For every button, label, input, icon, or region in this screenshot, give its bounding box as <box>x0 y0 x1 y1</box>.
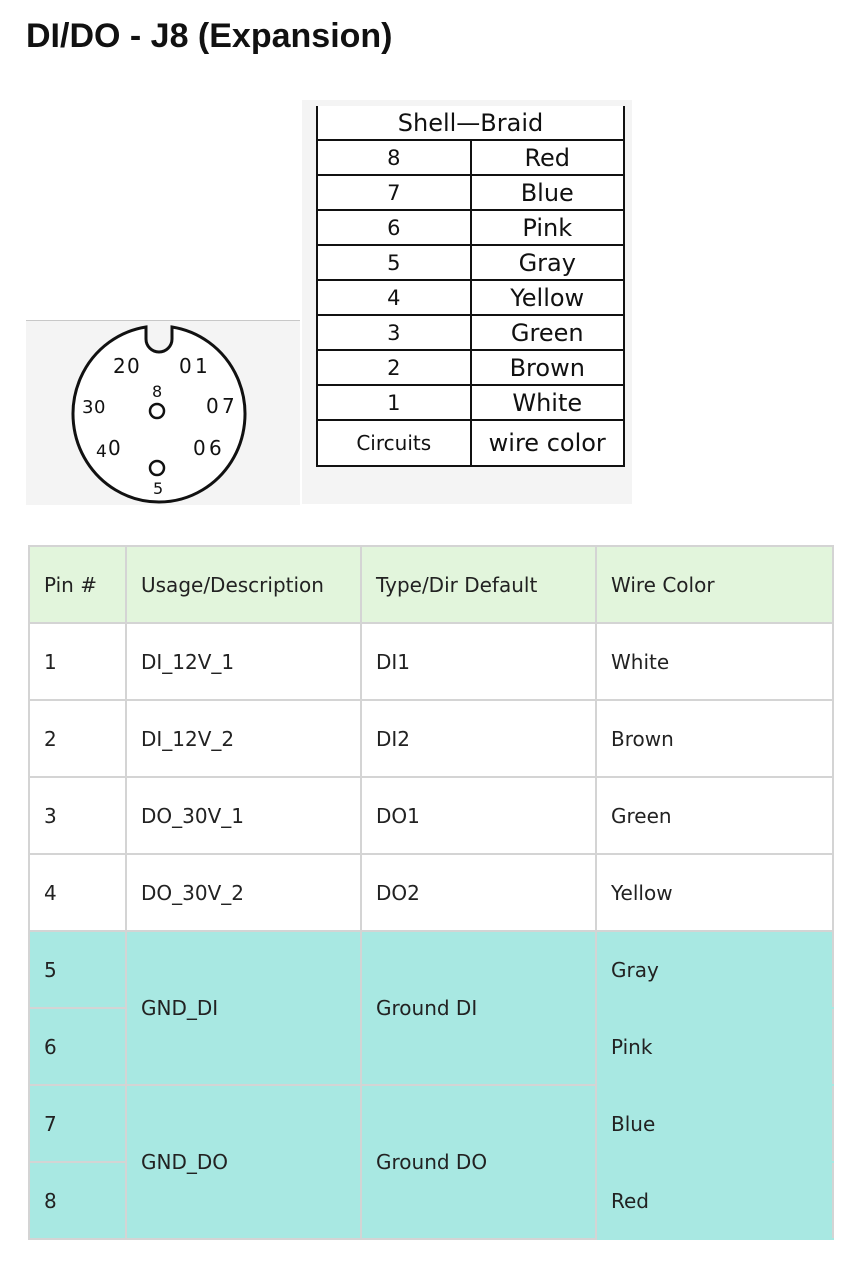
circuit-number: 2 <box>317 350 471 385</box>
pin-label-07: 0 <box>206 394 219 418</box>
page-title: DI/DO - J8 (Expansion) <box>26 17 393 55</box>
circuit-number: 5 <box>317 245 471 280</box>
pin-label-0: 0 <box>127 354 140 378</box>
pin-number: 4 <box>29 854 126 931</box>
column-header-usage: Usage/Description <box>126 546 361 623</box>
pin-wire-color: Blue <box>596 1085 833 1162</box>
pin-label-2: 2 <box>113 354 126 378</box>
pin-label-3: 3 <box>82 397 94 418</box>
table-row <box>29 931 833 1008</box>
pin-type: Ground DI <box>361 931 596 1085</box>
wire-color-name: Pink <box>471 210 625 245</box>
wire-color-header: wire color <box>471 420 625 466</box>
pin-wire-color: Brown <box>596 700 833 777</box>
wire-color-name: Yellow <box>471 280 625 315</box>
pin-usage: DI_12V_1 <box>126 623 361 700</box>
pin-label-01: 0 <box>179 354 192 378</box>
pin-label-6: 6 <box>209 436 222 460</box>
wire-chart-row <box>317 280 624 315</box>
pin-label-4: 4 <box>96 442 107 462</box>
pin-label-8: 8 <box>152 382 163 401</box>
column-header-pin: Pin # <box>29 546 126 623</box>
wire-color-name: Brown <box>471 350 625 385</box>
pin-type: DO1 <box>361 777 596 854</box>
wire-chart-header-row <box>317 420 624 466</box>
pin-type: Ground DO <box>361 1085 596 1239</box>
table-header-row <box>29 546 833 623</box>
wire-color-name: Green <box>471 315 625 350</box>
circuit-number: 3 <box>317 315 471 350</box>
pin-label-7: 7 <box>222 394 235 418</box>
pin-usage: DI_12V_2 <box>126 700 361 777</box>
wire-color-name: White <box>471 385 625 420</box>
wire-chart-row <box>317 245 624 280</box>
circuits-header: Circuits <box>317 420 471 466</box>
pin-number: 1 <box>29 623 126 700</box>
column-header-wire-color: Wire Color <box>596 546 833 623</box>
pin-label-1: 1 <box>195 354 208 378</box>
pin-number: 7 <box>29 1085 126 1162</box>
wire-chart-row <box>317 350 624 385</box>
wire-color-chart <box>302 100 632 504</box>
table-row <box>29 700 833 777</box>
circuit-number: 8 <box>317 140 471 175</box>
pin-usage: GND_DI <box>126 931 361 1085</box>
pin-wire-color: Gray <box>596 931 833 1008</box>
wire-chart-row <box>317 210 624 245</box>
pin-usage: GND_DO <box>126 1085 361 1239</box>
circuit-number: 6 <box>317 210 471 245</box>
pin-wire-color: Green <box>596 777 833 854</box>
pin-label-06: 0 <box>193 436 206 460</box>
pin-wire-color: White <box>596 623 833 700</box>
pin-usage: DO_30V_2 <box>126 854 361 931</box>
pin-number: 6 <box>29 1008 126 1085</box>
shell-braid-label: Shell—Braid <box>317 106 624 140</box>
column-header-type: Type/Dir Default <box>361 546 596 623</box>
pin-usage: DO_30V_1 <box>126 777 361 854</box>
circuit-number: 4 <box>317 280 471 315</box>
pin-type: DI2 <box>361 700 596 777</box>
pin-type: DO2 <box>361 854 596 931</box>
wire-color-name: Red <box>471 140 625 175</box>
pin-wire-color: Red <box>596 1162 833 1239</box>
pin-wire-color: Pink <box>596 1008 833 1085</box>
wire-color-table <box>316 106 625 467</box>
table-row <box>29 623 833 700</box>
table-row <box>29 777 833 854</box>
pin-number: 2 <box>29 700 126 777</box>
wire-chart-row <box>317 140 624 175</box>
pin-wire-color: Yellow <box>596 854 833 931</box>
wire-chart-row <box>317 175 624 210</box>
table-row <box>29 854 833 931</box>
connector-pinout-diagram <box>26 320 300 505</box>
table-row <box>29 1085 833 1162</box>
pin-label-30: 0 <box>94 397 106 418</box>
circuit-number: 7 <box>317 175 471 210</box>
pin-type: DI1 <box>361 623 596 700</box>
pin-number: 5 <box>29 931 126 1008</box>
wire-color-name: Gray <box>471 245 625 280</box>
wire-chart-shell-row <box>317 106 624 140</box>
wire-color-name: Blue <box>471 175 625 210</box>
pin-number: 8 <box>29 1162 126 1239</box>
pin-label-40: 0 <box>108 436 121 460</box>
pin-assignment-table <box>28 545 834 1240</box>
wire-chart-row <box>317 385 624 420</box>
pin-label-5: 5 <box>153 479 164 498</box>
wire-chart-row <box>317 315 624 350</box>
pin-number: 3 <box>29 777 126 854</box>
circuit-number: 1 <box>317 385 471 420</box>
